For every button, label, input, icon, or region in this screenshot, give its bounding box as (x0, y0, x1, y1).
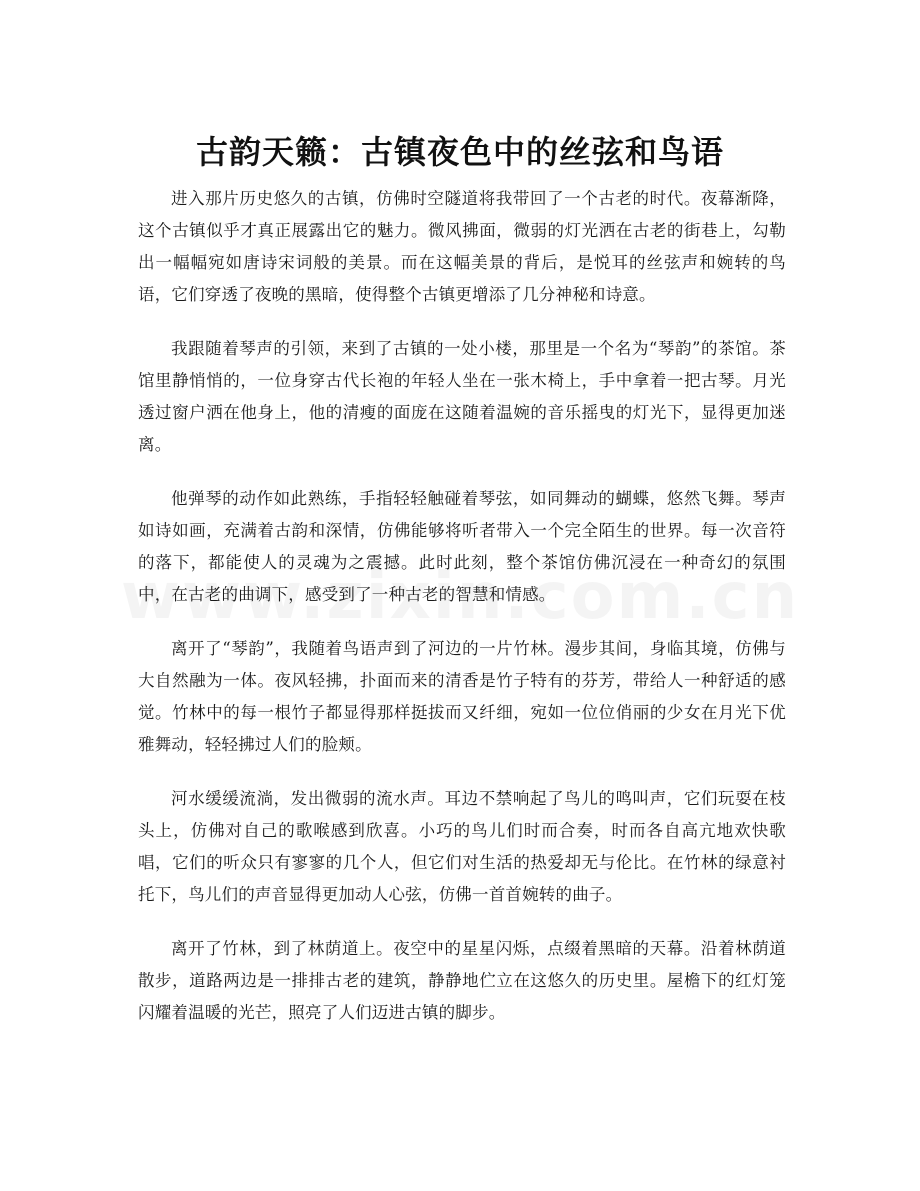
article-body (138, 183, 786, 1051)
paragraph: 离开了竹林，到了林荫道上。夜空中的星星闪烁，点缀着黑暗的天幕。沿着林荫道散步，道路两边是一排排古老的建筑，静静地伫立在这悠久的历史里。屋檐下的红灯笼闪耀着温暖的光芒，照亮了人们迈进古镇的脚步。 (138, 939, 786, 1022)
paragraph: 离开了“琴韵”，我随着鸟语声到了河边的一片竹林。漫步其间，身临其境，仿佛与大自然融为一体。夜风轻拂，扑面而来的清香是竹子特有的芬芳，带给人一种舒适的感觉。竹林中的每一根竹子都显得那样挺拔而又纤细，宛如一位位俏丽的少女在月光下优雅舞动，轻轻拂过人们的脸颊。 (138, 639, 786, 754)
paragraph: 我跟随着琴声的引领，来到了古镇的一处小楼，那里是一个名为“琴韵”的茶馆。茶馆里静悄悄的，一位身穿古代长袍的年轻人坐在一张木椅上，手中拿着一把古琴。月光透过窗户洒在他身上，他的清瘦的面庞在这随着温婉的音乐摇曳的灯光下，显得更加迷离。 (138, 339, 786, 454)
paragraph: 进入那片历史悠久的古镇，仿佛时空隧道将我带回了一个古老的时代。夜幕渐降，这个古镇似乎才真正展露出它的魅力。微风拂面，微弱的灯光洒在古老的街巷上，勾勒出一幅幅宛如唐诗宋词般的美景。而在这幅美景的背后，是悦耳的丝弦声和婉转的鸟语，它们穿透了夜晚的黑暗，使得整个古镇更增添了几分神秘和诗意。 (138, 189, 786, 304)
paragraph: 河水缓缓流淌，发出微弱的流水声。耳边不禁响起了鸟儿的鸣叫声，它们玩耍在枝头上，仿佛对自己的歌喉感到欣喜。小巧的鸟儿们时而合奏，时而各自高亢地欢快歌唱，它们的听众只有寥寥的几个人，但它们对生活的热爱却无与伦比。在竹林的绿意衬托下，鸟儿们的声音显得更加动人心弦，仿佛一首首婉转的曲子。 (138, 789, 786, 904)
paragraph: 他弹琴的动作如此熟练，手指轻轻触碰着琴弦，如同舞动的蝴蝶，悠然飞舞。琴声如诗如画，充满着古韵和深情，仿佛能够将听者带入一个完全陌生的世界。每一次音符的落下，都能使人的灵魂为之震撼。此时此刻，整个茶馆仿佛沉浸在一种奇幻的氛围中，在古老的曲调下，感受到了一种古老的智慧和情感。 (138, 489, 786, 604)
page-title: 古韵天籁：古镇夜色中的丝弦和鸟语 (195, 133, 724, 172)
